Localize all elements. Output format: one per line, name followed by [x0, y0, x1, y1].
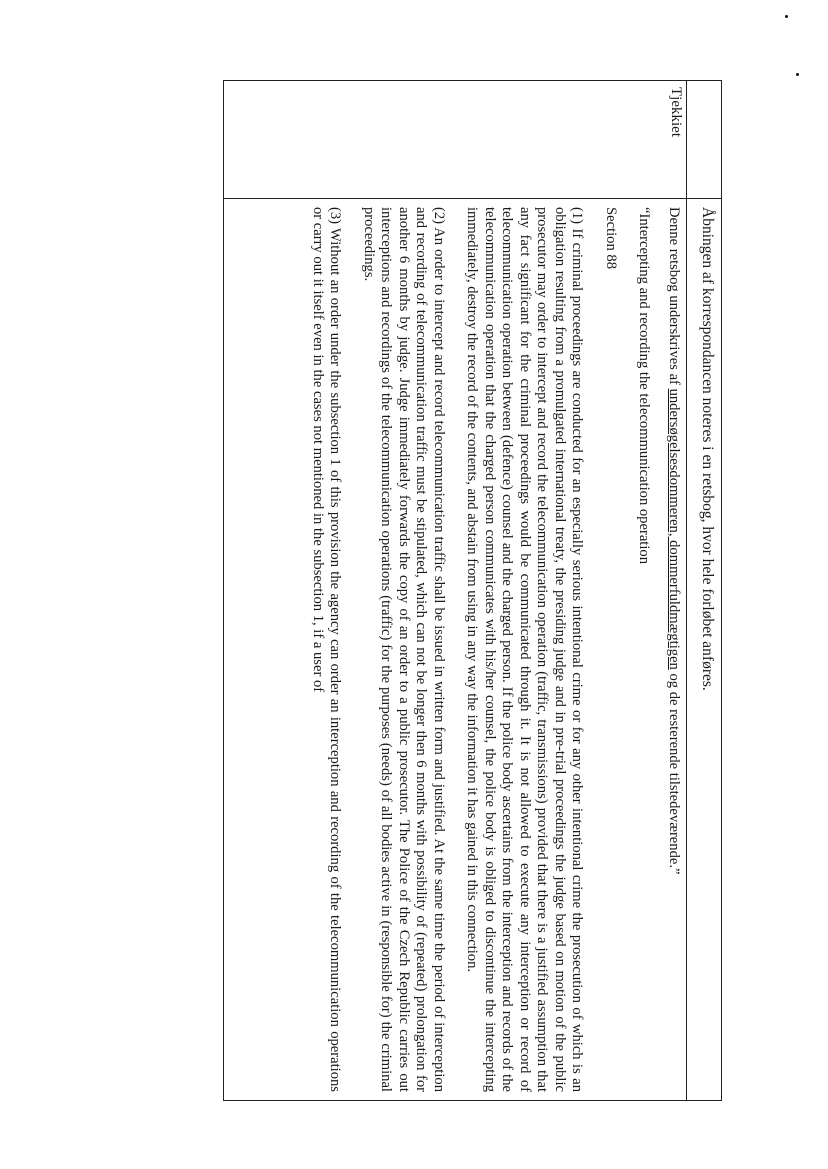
table-cell-header — [687, 199, 722, 1101]
table-cell-body — [224, 199, 687, 1101]
table-cell-empty — [687, 81, 722, 199]
document-table — [223, 80, 722, 1101]
scan-mark-dot — [796, 73, 799, 76]
intro-prefix: Denne retsbog underskrives af — [666, 207, 682, 389]
intro-line — [665, 207, 683, 1092]
table-row — [687, 81, 722, 1101]
paragraph-3: (3) Without an order under the subsection 1 of this provision the agency can order an interception and recording of the telecommunication operations or carry out it itself even in the cases not mentioned in the subsection 1, if a user of — [310, 207, 344, 1092]
intro-suffix: og de resterende tilstedeværende.” — [666, 669, 682, 875]
header-text: Åbningen af korrespondancen noteres i en retsbog, hvor hele forløbet anføres. — [699, 207, 716, 691]
paragraph-1: (1) If criminal proceedings are conducted for an especially serious intentional crime or for any other intentional crime the prosecution of which is an obligation resulting from a promulgated international treaty, the presiding judge and in pre-trial proceedings the judge based on motion of the public prosecutor may order to intercept and record the telecommunication operation (traffic, transmissions) provided that there is a justified assumption that any fact significant for the criminal proceedings would be communicated through it. It is not allowed to execute any interception or record of telecommunication operation between (defence) counsel and the charged person. If the police body ascertains from the interception and records of the telecommunication operation that the charged person communicates with his/her counsel, the police body is obliged to discontinue the intercepting immediately, destroy the record of the contents, and abstain from using in any way the information it has gained in this connection. — [464, 207, 586, 1092]
rotated-page — [224, 80, 722, 1100]
table-row — [224, 81, 687, 1101]
body-text — [309, 199, 687, 1100]
table-cell-label — [224, 81, 687, 199]
scan-mark-dot — [785, 15, 788, 18]
section-heading: Section 88 — [603, 207, 619, 270]
paragraph-2: (2) An order to intercept and record telecommunication traffic shall be issued in written form and justified. At the same time the period of interception and recording of telecommunication traffic must be stipulated, which can not be longer then 6 months with possibility of (repeated) prolongation for another 6 months by judge. Judge immediately forwards the copy of an order to a public prosecutor. The Police of the Czech Republic carries out interceptions and recordings of the telecommunication operations (traffic) for the purposes (needs) of all bodies active in (responsible for) the criminal proceedings. — [361, 207, 447, 1092]
country-label: Tjekkiet — [668, 87, 684, 137]
intro-underlined: undersøgelsesdommeren, dommerfuldmægtigen — [666, 388, 682, 670]
quote-title: “Intercepting and recording the telecommunication operation — [636, 207, 653, 564]
